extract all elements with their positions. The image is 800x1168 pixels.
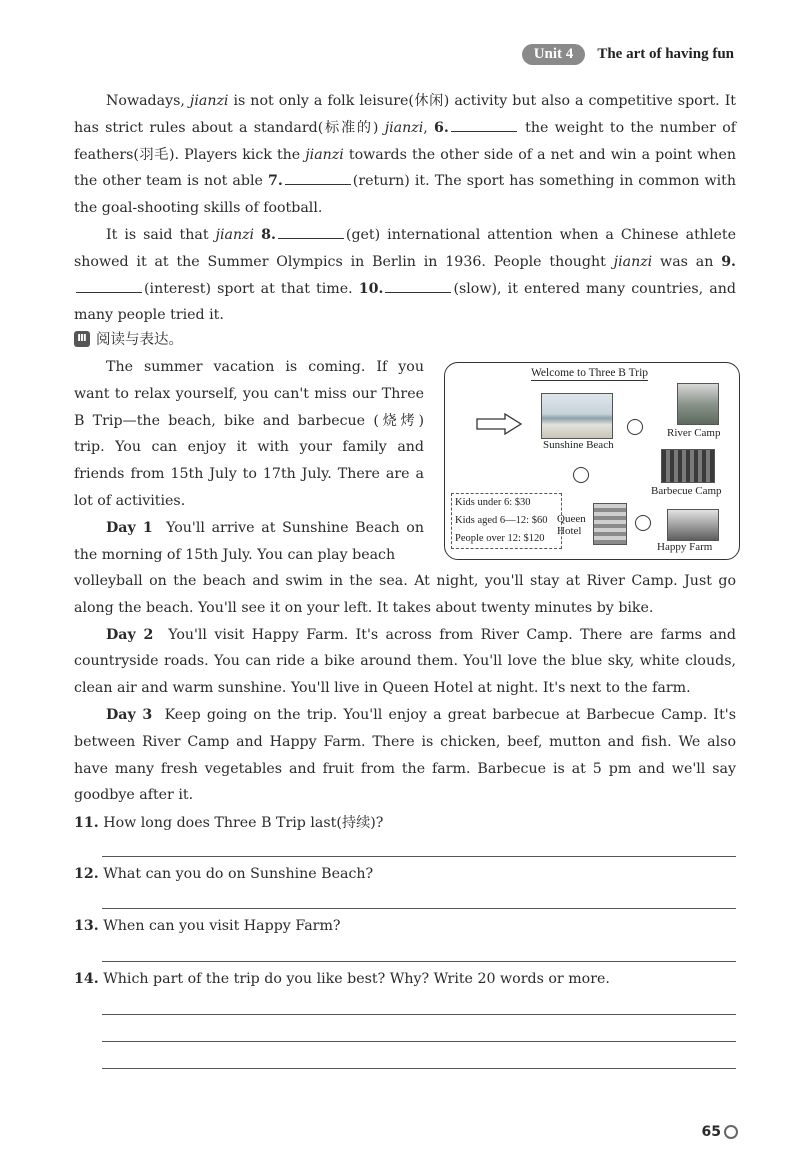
map-title: Welcome to Three B Trip [531, 367, 649, 379]
answer-line-12[interactable] [102, 908, 736, 909]
answer-line-14c[interactable] [102, 1068, 736, 1069]
question-10-number: 10. [358, 280, 384, 297]
question-7-number: 7. [267, 173, 283, 190]
answer-line-13[interactable] [102, 961, 736, 962]
unit-title: The art of having fun [597, 46, 734, 62]
blank-9[interactable] [76, 278, 142, 293]
arrow-right-icon [475, 413, 523, 435]
reading-day1-continued: volleyball on the beach and swim in the sea. At night, you'll stay at River Camp. Just go along the beach. You'll see it on your left. It takes about twenty minutes by bike. [74, 573, 736, 616]
unit-badge: Unit 4 [522, 44, 586, 65]
map-circle-center[interactable] [573, 467, 589, 483]
cloze-passage [74, 88, 736, 329]
reading-intro-column [74, 354, 424, 568]
section-number-icon: Ⅲ [74, 331, 90, 347]
cloze-paragraph-1: Nowadays, jianzi is not only a folk leisure(休闲) activity but also a competitive sport. It has strict rules about a standard(标准的) jianzi, 6. the weight to the number of feathers(羽毛). Players kick the jianzi towards the other side of a net and win a point when the other team is not able 7. (return) it. The sport has something in common with the goal-shooting skills of football. [74, 93, 737, 217]
label-barbecue-camp: Barbecue Camp [651, 485, 722, 497]
blank-6[interactable] [451, 117, 517, 132]
blank-7[interactable] [285, 170, 351, 185]
question-14: 14. Which part of the trip do you like best? Why? Write 20 words or more. [74, 971, 610, 987]
cloze-paragraph-2: It is said that jianzi 8. (get) international attention when a Chinese athlete showed it at the Summer Olympics in Berlin in 1936. People thought jianzi was an 9.(interest) sport at that time. 10. (slow), it entered many countries, and many people tried it. [74, 222, 736, 329]
map-circle-beach[interactable] [627, 419, 643, 435]
blank-8[interactable] [278, 224, 344, 239]
reading-day3: Day 3 Keep going on the trip. You'll enjoy a great barbecue at Barbecue Camp. It's between River Camp and Happy Farm. There is chicken, beef, mutton and fish. We also have many fresh vegetables and fruit from the farm. Barbecue is at 5 pm and we'll say goodbye after it. [74, 706, 736, 804]
answer-line-14b[interactable] [102, 1041, 736, 1042]
beach-picture [541, 393, 613, 439]
price-over-12: People over 12: $120 [455, 533, 545, 544]
price-kids-under-6: Kids under 6: $30 [455, 497, 531, 508]
reading-intro: The summer vacation is coming. If you want to relax yourself, you can't miss our Three B Trip—the beach, bike and barbecue (烧烤) trip. You can enjoy it with your family and friends from 15th July to 17th July. There are a lot of activities. [74, 359, 424, 509]
reading-day1-start: Day 1 You'll arrive at Sunshine Beach on the morning of 15th July. You can play beach [74, 519, 424, 563]
blank-10[interactable] [385, 278, 451, 293]
map-circle-hotel[interactable] [635, 515, 651, 531]
question-9-number: 9. [721, 253, 736, 270]
label-queen-hotel: Queen Hotel [557, 513, 586, 537]
answer-line-11[interactable] [102, 856, 736, 857]
price-list [451, 493, 562, 549]
answer-line-14a[interactable] [102, 1014, 736, 1015]
label-river-camp: River Camp [667, 427, 721, 439]
barbecue-picture [661, 449, 715, 483]
page-header [522, 44, 734, 65]
question-12: 12. What can you do on Sunshine Beach? [74, 866, 374, 882]
page-dot-icon [724, 1125, 738, 1139]
label-sunshine-beach: Sunshine Beach [543, 439, 614, 451]
page-number-text: 65 [701, 1124, 721, 1140]
price-kids-6-12: Kids aged 6—12: $60 [455, 515, 548, 526]
question-6-number: 6. [434, 119, 449, 136]
question-11: 11. How long does Three B Trip last(持续)? [74, 815, 384, 831]
trip-map [444, 362, 740, 560]
label-happy-farm: Happy Farm [657, 541, 713, 553]
page-number [702, 1124, 738, 1140]
reading-day2: Day 2 You'll visit Happy Farm. It's across from River Camp. There are farms and countryside roads. You can ride a bike around them. You'll love the blue sky, white clouds, clean air and warm sunshine. You'll live in Queen Hotel at night. It's next to the farm. [74, 626, 736, 697]
question-13: 13. When can you visit Happy Farm? [74, 918, 341, 934]
section-title: 阅读与表达。 [96, 332, 183, 348]
happy-farm-picture [667, 509, 719, 541]
question-8-number: 8. [261, 226, 276, 243]
river-camp-picture [677, 383, 719, 425]
section-heading [74, 328, 183, 349]
reading-days [74, 568, 736, 809]
queen-hotel-picture [593, 503, 627, 545]
